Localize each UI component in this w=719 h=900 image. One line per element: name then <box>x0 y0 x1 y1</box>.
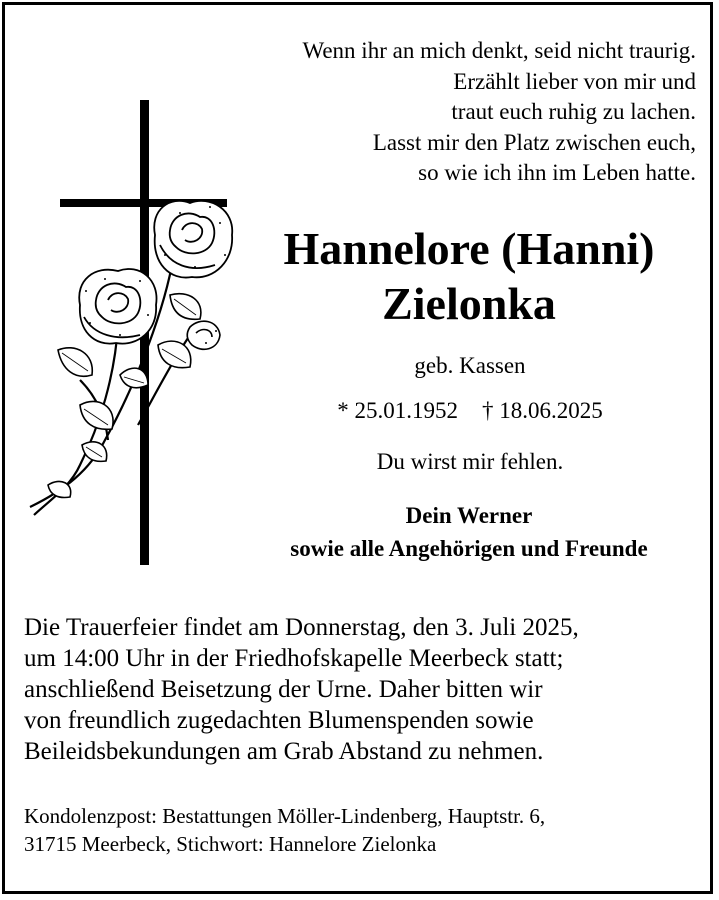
birth-name: geb. Kassen <box>414 353 526 378</box>
poem-line: Erzählt lieber von mir und <box>453 68 696 94</box>
info-line: von freundlich zugedachten Blumenspenden sowie <box>24 707 534 734</box>
info-line: Beileidsbekundungen am Grab Abstand zu nehmen. <box>24 738 544 765</box>
funeral-info <box>24 612 704 767</box>
poem <box>216 36 696 189</box>
poem-line: Lasst mir den Platz zwischen euch, <box>372 129 696 155</box>
info-line: Die Trauerfeier findet am Donnerstag, den 3. Juli 2025, <box>24 614 579 641</box>
signature-line-1: Dein Werner <box>405 503 533 528</box>
birth-date: * 25.01.1952 <box>337 398 458 423</box>
farewell-message: Du wirst mir fehlen. <box>376 449 564 474</box>
condolence-address <box>24 802 704 858</box>
death-date: † 18.06.2025 <box>482 398 603 423</box>
cross-with-roses-icon <box>20 95 240 575</box>
name-line-2: Zielonka <box>382 278 556 329</box>
poem-line: traut euch ruhig zu lachen. <box>451 99 696 124</box>
info-line: um 14:00 Uhr in der Friedhofskapelle Meerbeck statt; <box>24 645 564 672</box>
poem-line: Wenn ihr an mich denkt, seid nicht traurig. <box>302 38 696 63</box>
condolence-line: 31715 Meerbeck, Stichwort: Hannelore Zielonka <box>24 832 437 856</box>
info-line: anschließend Beisetzung der Urne. Daher bitten wir <box>24 676 543 703</box>
condolence-line: Kondolenzpost: Bestattungen Möller-Lindenberg, Hauptstr. 6, <box>24 804 546 828</box>
name-line-1: Hannelore (Hanni) <box>283 223 655 274</box>
life-dates <box>270 398 670 424</box>
rose-bud <box>187 321 220 349</box>
rose-upper <box>154 201 232 278</box>
poem-line: so wie ich ihn im Leben hatte. <box>418 160 696 185</box>
rose-lower <box>79 269 156 344</box>
deceased-name <box>247 221 691 331</box>
signature-line-2: sowie alle Angehörigen und Freunde <box>290 536 648 561</box>
